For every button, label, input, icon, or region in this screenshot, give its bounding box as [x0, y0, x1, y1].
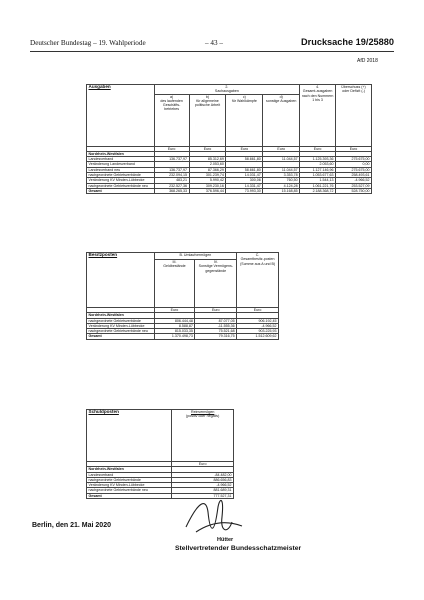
- besitz-total-head: [237, 253, 279, 308]
- schuld-col-sub: (positiv oder negativ): [186, 414, 220, 419]
- row-label: Veränderung KV Minden-Lübbecke: [87, 323, 155, 328]
- row-label: Landesverband: [87, 157, 155, 162]
- besitz-col-letter: IV.: [213, 260, 218, 264]
- unit-cell: Euro: [154, 146, 189, 151]
- value-cell: -4.966,52: [237, 323, 279, 328]
- row-label: nachgeordnete Gebietsverbände neu: [87, 183, 155, 188]
- page-header: [30, 37, 394, 52]
- ausgaben-group-no: 2.: [225, 85, 229, 89]
- schuld-title: Schuldposten: [88, 409, 119, 414]
- value-cell: 1.053.677,63: [300, 173, 336, 178]
- value-cell: 886.656,83: [172, 477, 234, 482]
- value-cell: 136.737,97: [154, 157, 189, 162]
- header-page-number: – 43 –: [205, 39, 223, 47]
- signature-city-date: Berlin, den 21. Mai 2020: [32, 522, 111, 529]
- state-label: Nordrhein-Westfalen: [87, 313, 155, 318]
- value-cell: 760,50: [263, 178, 300, 183]
- value-cell: 136.737,97: [154, 167, 189, 172]
- ausgaben-col-b: [189, 94, 226, 146]
- value-cell: 232.527,36: [154, 183, 189, 188]
- row-label: nachgeordnete Gebietsverbände: [87, 318, 155, 323]
- value-cell: 376.596,44: [189, 188, 226, 193]
- besitz-col-label: Geldbestände: [163, 264, 186, 269]
- drucksache-prefix: Drucksache 19/: [301, 37, 369, 47]
- ausgaben-col-letter: d): [279, 94, 283, 99]
- value-cell: 301.239,74: [189, 173, 226, 178]
- besitz-col-iv: [195, 260, 237, 308]
- value-cell: -4.966,52: [172, 483, 234, 488]
- row-label: Veränderung KV Minden-Lübbecke: [87, 178, 155, 183]
- besitz-head-row-1: [87, 253, 279, 260]
- value-cell: 806.444,48: [154, 318, 195, 323]
- value-cell: 3.353,78: [263, 173, 300, 178]
- besitz-col-label: Sonstige Vermögens-gegenstände: [198, 264, 233, 273]
- surplus-cell: 0,00: [336, 162, 372, 167]
- value-cell: 15.168,85: [263, 188, 300, 193]
- row-label: nachgeordnete Gebietsverbände: [87, 173, 155, 178]
- value-cell: 58.661,80: [226, 167, 263, 172]
- surplus-cell: 253.527,09: [336, 183, 372, 188]
- drucksache-number: 25880: [368, 37, 394, 47]
- surplus-cell: -4.966,52: [336, 178, 372, 183]
- value-cell: 2.053,60: [300, 162, 336, 167]
- surplus-cell: 275.675,00: [336, 167, 372, 172]
- value-cell: 881.689,31: [172, 488, 234, 493]
- value-cell: 903.225,93: [237, 329, 279, 334]
- besitz-total-label: Gesamtbesitz-posten (Summe aus A und B): [240, 257, 276, 266]
- ausgaben-col-a: [154, 94, 189, 146]
- surplus-cell: 528.750,00: [336, 188, 372, 193]
- ausgaben-col-label: für allgemeine politische Arbeit: [194, 98, 221, 108]
- row-label: Gesamt: [87, 334, 155, 339]
- state-label: Nordrhein-Westfalen: [87, 151, 155, 156]
- header-drucksache: [301, 37, 394, 47]
- value-cell: 309.230,16: [189, 183, 226, 188]
- value-cell: 11.044,57: [263, 157, 300, 162]
- ausgaben-col-d: [263, 94, 300, 146]
- ausgaben-col-label: sonstige Ausgaben: [266, 98, 297, 103]
- value-cell: 300,06: [226, 178, 263, 183]
- row-label: Veränderung Landesverband: [87, 162, 155, 167]
- row-label: nachgeordnete Gebietsverbände neu: [87, 329, 155, 334]
- value-cell: 368.265,33: [154, 188, 189, 193]
- ausgaben-col-c: [226, 94, 263, 146]
- value-cell: 1.370.498,73: [154, 334, 195, 339]
- unit-cell: Euro: [237, 308, 279, 313]
- value-cell: 79.316,75: [195, 334, 237, 339]
- besitz-body: [87, 318, 279, 339]
- value-cell: -11.555,36: [195, 323, 237, 328]
- value-cell: 2.053,60: [189, 162, 226, 167]
- afd-label: AfD 2018: [357, 58, 378, 64]
- schuld-head-row: [87, 410, 234, 462]
- value-cell: 87.077,05: [195, 318, 237, 323]
- value-cell: 58.661,80: [226, 157, 263, 162]
- table-row: [87, 334, 279, 339]
- signatory-name: Hütter: [217, 537, 234, 543]
- value-cell: 73.993,30: [226, 188, 263, 193]
- value-cell: 232.094,15: [154, 173, 189, 178]
- handwritten-signature: [176, 492, 246, 547]
- schuld-col-head: [172, 410, 234, 462]
- row-label: nachgeordnete Gebietsverbände neu: [87, 488, 172, 493]
- ausgaben-group-cell: [154, 85, 299, 95]
- value-cell: 483,21: [154, 178, 189, 183]
- value-cell: 1.125.393,36: [300, 157, 336, 162]
- ausgaben-table: [86, 84, 372, 194]
- value-cell: 1.061.221,76: [300, 183, 336, 188]
- value-cell: 5.990,42: [189, 178, 226, 183]
- value-cell: 777.527,31: [172, 493, 234, 498]
- schuld-col-label: Reinvermögen: [191, 410, 215, 414]
- besitz-col-iii: [154, 260, 195, 308]
- ausgaben-title: Ausgaben: [88, 84, 111, 89]
- ausgaben-title-cell: [87, 85, 155, 147]
- ausgaben-head-row-1: [87, 85, 372, 95]
- ausgaben-total-head: [300, 85, 336, 147]
- value-cell: 2.188.368,72: [300, 188, 336, 193]
- value-cell: 1.127.146,96: [300, 167, 336, 172]
- value-cell: 14.031,47: [226, 173, 263, 178]
- value-cell: 4.124,28: [263, 183, 300, 188]
- unit-cell: Euro: [300, 146, 336, 151]
- row-label: nachgeordnete Gebietsverbände: [87, 477, 172, 482]
- value-cell: 8.588,87: [154, 323, 195, 328]
- schuld-title-cell: [87, 410, 172, 462]
- unit-cell: Euro: [189, 146, 226, 151]
- value-cell: -84.482,00: [172, 472, 234, 477]
- value-cell: 14.331,47: [226, 183, 263, 188]
- value-cell: 87.366,29: [189, 167, 226, 172]
- ausgaben-col-letter: c): [242, 94, 246, 99]
- schuldposten-table: [86, 409, 234, 499]
- besitzposten-table: [86, 252, 279, 340]
- surplus-cell: 258.493,61: [336, 173, 372, 178]
- value-cell: 11.044,57: [263, 167, 300, 172]
- besitz-group-label: B. Umlaufvermögen: [154, 253, 237, 260]
- table-row: [87, 188, 372, 193]
- ausgaben-col-letter: a): [170, 94, 174, 99]
- value-cell: 815.033,35: [154, 329, 195, 334]
- besitz-title: Besitzposten: [88, 252, 118, 257]
- row-label: Landesverband: [87, 472, 172, 477]
- unit-cell: Euro: [172, 462, 234, 467]
- state-label: Nordrhein-Westfalen: [87, 467, 172, 472]
- value-cell: 1.544,13: [300, 178, 336, 183]
- ausgaben-total-label: Gesamt-ausgaben nach den Nummern 1 bis 3: [301, 89, 334, 102]
- ausgaben-surplus-head: Überschuss (+) oder Defizit (-): [336, 85, 372, 147]
- surplus-cell: 275.675,00: [336, 157, 372, 162]
- besitz-col-letter: III.: [172, 260, 177, 264]
- row-label: Landesverband neu: [87, 167, 155, 172]
- unit-cell: Euro: [154, 308, 195, 313]
- ausgaben-col-letter: b): [205, 94, 210, 99]
- unit-cell: Euro: [226, 146, 263, 151]
- value-cell: 85.312,69: [189, 157, 226, 162]
- row-label: Gesamt: [87, 493, 172, 498]
- value-cell: 75.521,68: [195, 329, 237, 334]
- header-parliament: Deutscher Bundestag – 19. Wahlperiode: [30, 39, 146, 47]
- unit-cell: Euro: [336, 146, 372, 151]
- value-cell: 1.512.609,62: [237, 334, 279, 339]
- ausgaben-col-label: für Wahlkämpfe: [231, 98, 257, 103]
- row-label: Veränderung KV Minden-Lübbecke: [87, 483, 172, 488]
- besitz-c-letter: C.: [255, 253, 260, 257]
- unit-cell: Euro: [263, 146, 300, 151]
- ausgaben-total-no: 4.: [316, 85, 320, 89]
- ausgaben-col-label: des laufenden Geschäfts-betriebes: [160, 98, 183, 112]
- unit-cell: Euro: [195, 308, 237, 313]
- value-cell: 906.192,45: [237, 318, 279, 323]
- besitz-title-cell: [87, 253, 155, 308]
- ausgaben-group-label: Sachausgaben: [214, 89, 239, 94]
- ausgaben-body: [87, 157, 372, 194]
- row-label: Gesamt: [87, 188, 155, 193]
- signatory-title: Stellvertretender Bundesschatzmeister: [175, 545, 302, 552]
